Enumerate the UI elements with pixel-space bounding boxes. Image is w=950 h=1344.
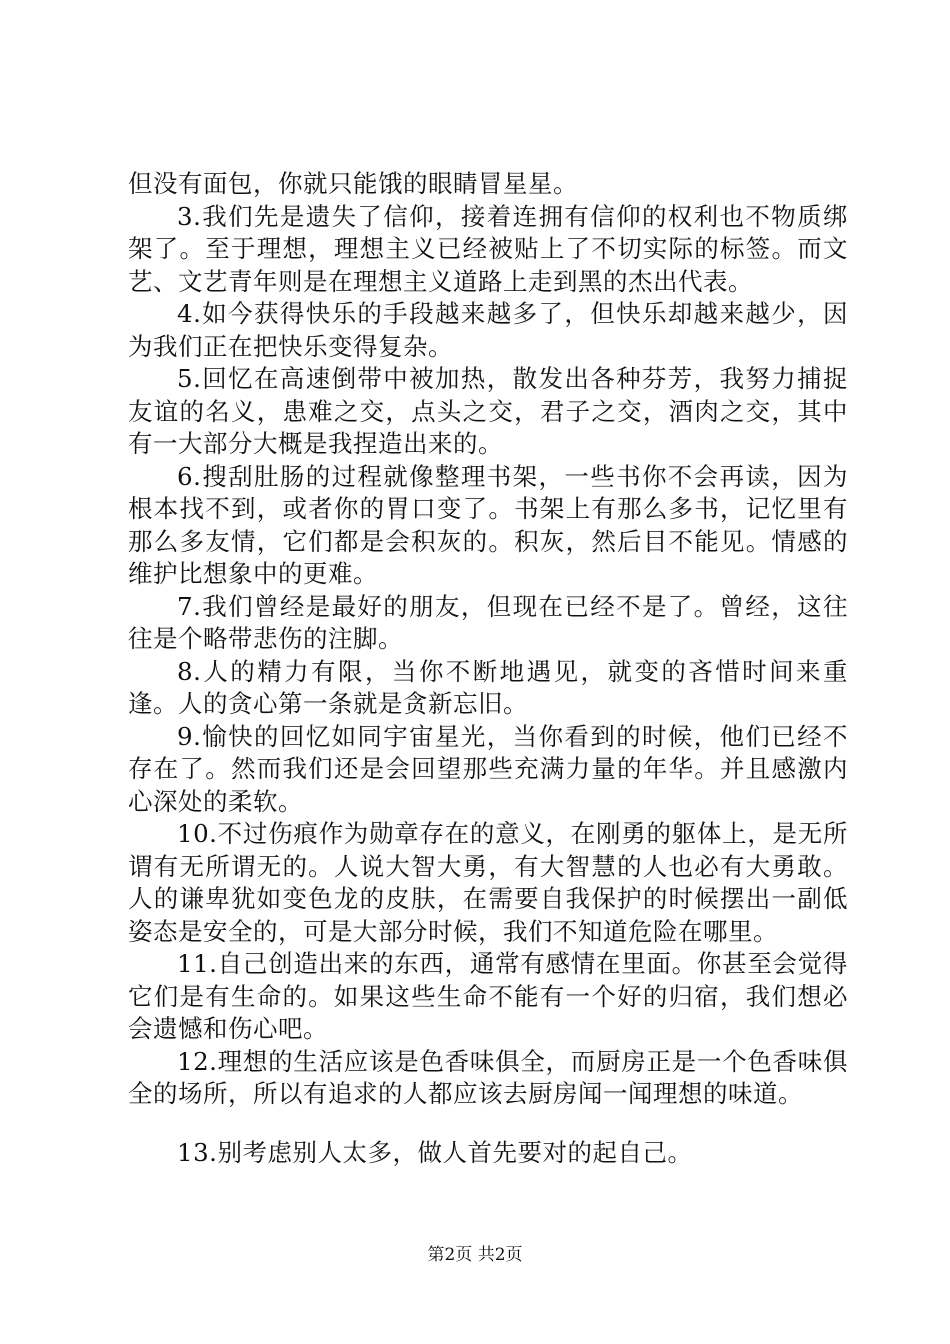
paragraph-item-7: 7.我们曾经是最好的朋友，但现在已经不是了。曾经，这往往是个略带悲伤的注脚。 — [128, 591, 848, 653]
paragraph-item-12: 12.理想的生活应该是色香味俱全，而厨房正是一个色香味俱全的场所，所以有追求的人都应该去厨房闻一闻理想的味道。 — [128, 1046, 848, 1108]
page-number-footer: 第2页 共2页 — [427, 1245, 523, 1265]
paragraph-item-10: 10.不过伤痕作为勋章存在的意义，在刚勇的躯体上，是无所谓有无所谓无的。人说大智大勇，有大智慧的人也必有大勇敢。人的谦卑犹如变色龙的皮肤，在需要自我保护的时候摆出一副低姿态是安全的，可是大部分时候，我们不知道危险在哪里。 — [128, 819, 848, 946]
paragraph-item-3: 3.我们先是遗失了信仰，接着连拥有信仰的权利也不物质绑架了。至于理想，理想主义已经被贴上了不切实际的标签。而文艺、文艺青年则是在理想主义道路上走到黑的杰出代表。 — [128, 201, 848, 296]
paragraph-item-5: 5.回忆在高速倒带中被加热，散发出各种芬芳，我努力捕捉友谊的名义，患难之交，点头之交，君子之交，酒肉之交，其中有一大部分大概是我捏造出来的。 — [128, 364, 848, 458]
paragraph-item-13: 13.别考虑别人太多，做人首先要对的起自己。 — [177, 1137, 693, 1167]
paragraph-item-6: 6.搜刮肚肠的过程就像整理书架，一些书你不会再读，因为根本找不到，或者你的胃口变了。书架上有那么多书，记忆里有那么多友情，它们都是会积灰的。积灰，然后目不能见。情感的维护比想象中的更难。 — [128, 461, 848, 588]
paragraph-item-11: 11.自己创造出来的东西，通常有感情在里面。你甚至会觉得它们是有生命的。如果这些生命不能有一个好的归宿，我们想必会遗憾和伤心吧。 — [128, 949, 848, 1043]
paragraph-continuation: 但没有面包，你就只能饿的眼睛冒星星。 — [128, 169, 578, 198]
document-body — [128, 168, 848, 1169]
paragraph-item-4: 4.如今获得快乐的手段越来越多了，但快乐却越来越少，因为我们正在把快乐变得复杂。 — [128, 299, 848, 361]
paragraph-item-8: 8.人的精力有限，当你不断地遇见，就变的吝惜时间来重逢。人的贪心第一条就是贪新忘旧。 — [128, 656, 848, 718]
paragraph-item-9: 9.愉快的回忆如同宇宙星光，当你看到的时候，他们已经不存在了。然而我们还是会回望那些充满力量的年华。并且感激内心深处的柔软。 — [128, 721, 848, 816]
